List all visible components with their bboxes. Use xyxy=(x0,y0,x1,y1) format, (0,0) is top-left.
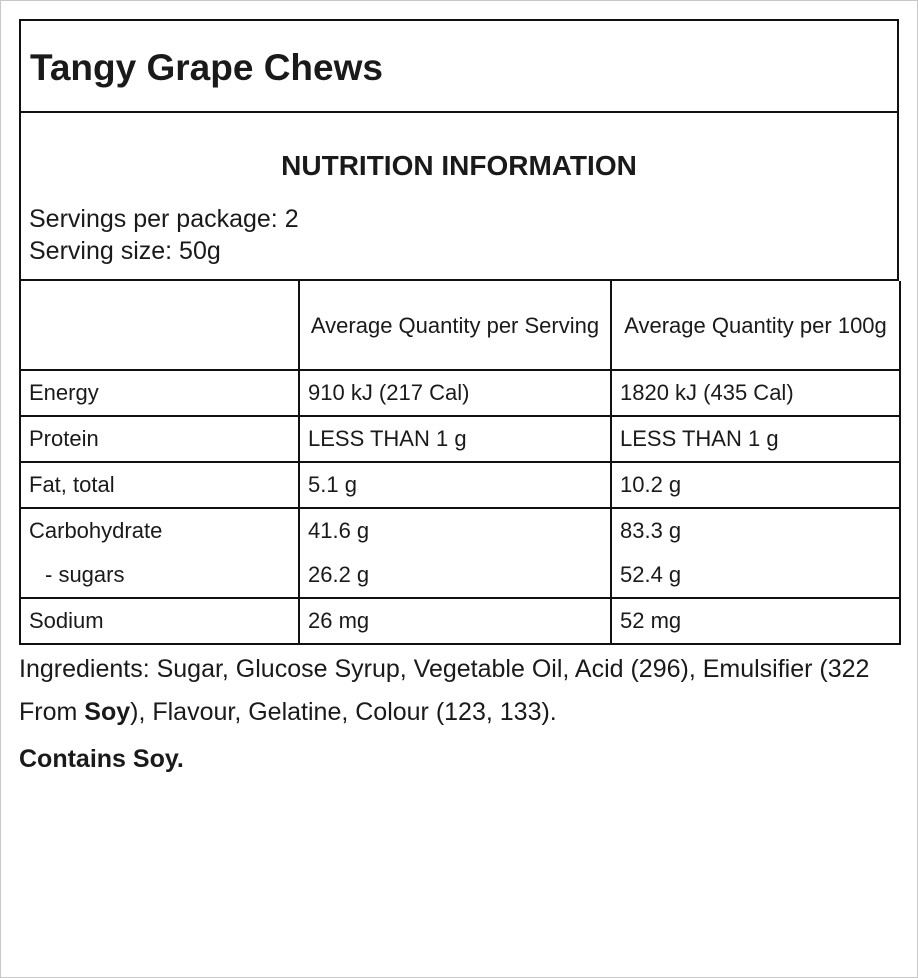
ingredients-allergen: Soy xyxy=(84,698,131,726)
per-100g-value: 52 mg xyxy=(611,598,900,644)
per-100g-value: LESS THAN 1 g xyxy=(611,416,900,462)
ingredients-suffix: ), Flavour, Gelatine, Colour (123, 133). xyxy=(130,698,557,726)
ingredients-prefix: Ingredients: Sugar, Glucose Syrup, Vegetable Oil, Acid (296), Emulsifier (322 From xyxy=(19,655,870,726)
ingredients-text xyxy=(19,648,889,734)
nutrient-label: Energy xyxy=(20,370,299,416)
servings-per-package: Servings per package: 2 xyxy=(29,205,299,233)
table-row-protein xyxy=(20,416,900,462)
nutrition-heading: NUTRITION INFORMATION xyxy=(281,150,637,181)
nutrition-panel xyxy=(19,19,899,645)
per-serving-value: 26 mg xyxy=(299,598,611,644)
nutrient-label-cell xyxy=(20,508,299,598)
sub-per-serving-value: 26.2 g xyxy=(308,562,370,587)
nutrient-label: Fat, total xyxy=(20,462,299,508)
column-header-per-serving: Average Quantity per Serving xyxy=(299,281,611,370)
sub-nutrient-label: - sugars xyxy=(45,562,125,587)
sub-per-100g-value: 52.4 g xyxy=(620,562,682,587)
nutrient-label: Sodium xyxy=(20,598,299,644)
per-100g-value: 83.3 g xyxy=(620,518,682,543)
servings-info xyxy=(29,203,889,267)
nutrition-table xyxy=(19,281,901,645)
nutrition-info-box xyxy=(19,113,899,281)
per-100g-value: 1820 kJ (435 Cal) xyxy=(611,370,900,416)
nutrient-label: Carbohydrate xyxy=(29,518,163,543)
per-100g-value: 10.2 g xyxy=(611,462,900,508)
column-header-nutrient xyxy=(20,281,299,370)
table-row-energy xyxy=(20,370,900,416)
per-serving-value: 5.1 g xyxy=(299,462,611,508)
table-header-row xyxy=(20,281,900,370)
per-100g-cell xyxy=(611,508,900,598)
nutrient-label: Protein xyxy=(20,416,299,462)
table-row-sodium xyxy=(20,598,900,644)
per-serving-cell xyxy=(299,508,611,598)
column-header-per-100g: Average Quantity per 100g xyxy=(611,281,900,370)
serving-size: Serving size: 50g xyxy=(29,237,221,265)
table-row-fat xyxy=(20,462,900,508)
per-serving-value: LESS THAN 1 g xyxy=(299,416,611,462)
allergen-statement: Contains Soy. xyxy=(19,745,184,773)
per-serving-value: 41.6 g xyxy=(308,518,370,543)
product-title: Tangy Grape Chews xyxy=(19,19,899,113)
per-serving-value: 910 kJ (217 Cal) xyxy=(299,370,611,416)
table-row-carbohydrate xyxy=(20,508,900,598)
